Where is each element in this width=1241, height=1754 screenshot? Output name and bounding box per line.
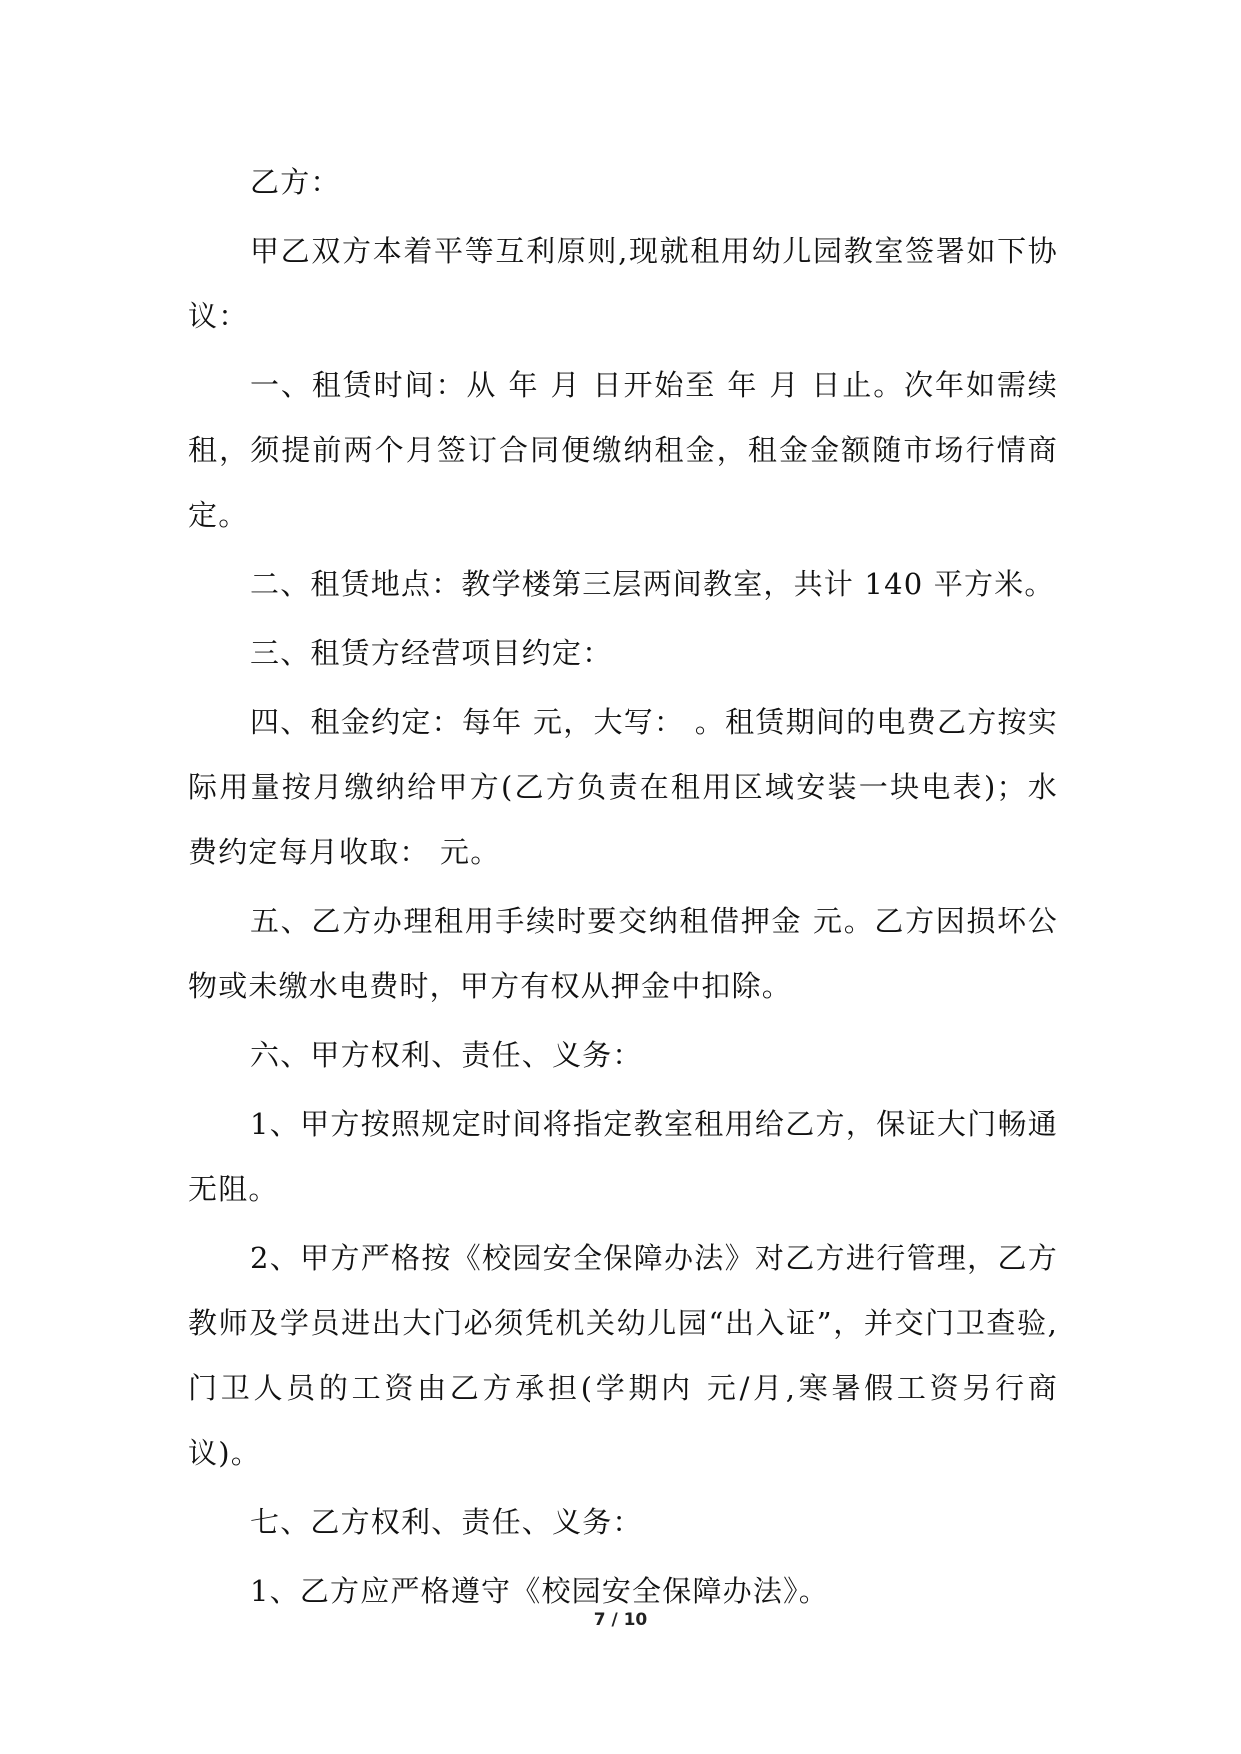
paragraph-clause-6-item-2: 2、甲方严格按《校园安全保障办法》对乙方进行管理，乙方教师及学员进出大门必须凭机关幼儿园“出入证”，并交门卫查验,门卫人员的工资由乙方承担(学期内 元/月,寒暑假工资另行商议)。: [188, 1241, 1058, 1470]
paragraph-clause-1-lease-term: 一、租赁时间：从 年 月 日开始至 年 月 日止。次年如需续租，须提前两个月签订合同便缴纳租金，租金金额随市场行情商定。: [188, 368, 1058, 532]
paragraph-clause-6-item-1: 1、甲方按照规定时间将指定教室租用给乙方，保证大门畅通无阻。: [188, 1107, 1058, 1206]
paragraph-clause-3-business-scope: 三、租赁方经营项目约定：: [250, 636, 613, 670]
paragraph-clause-6-party-a-heading: 六、甲方权利、责任、义务：: [250, 1038, 643, 1072]
paragraph-party-b: 乙方：: [250, 165, 341, 199]
paragraph-clause-5-deposit: 五、乙方办理租用手续时要交纳租借押金 元。乙方因损坏公物或未缴水电费时，甲方有权从押金中扣除。: [188, 904, 1058, 1003]
paragraph-clause-7-party-b-heading: 七、乙方权利、责任、义务：: [250, 1505, 643, 1539]
paragraph-preamble: 甲乙双方本着平等互利原则,现就租用幼儿园教室签署如下协议：: [188, 234, 1058, 333]
paragraph-clause-4-rent: 四、租金约定：每年 元，大写： 。租赁期间的电费乙方按实际用量按月缴纳给甲方(乙方负责在租用区域安装一块电表)；水费约定每月收取： 元。: [188, 705, 1058, 869]
paragraph-clause-7-item-1: 1、乙方应严格遵守《校园安全保障办法》。: [250, 1574, 829, 1608]
paragraph-clause-2-lease-location: 二、租赁地点：教学楼第三层两间教室，共计 140 平方米。: [250, 567, 1055, 601]
document-body: [188, 150, 1058, 1628]
page-number: 7 / 10: [593, 1610, 648, 1630]
